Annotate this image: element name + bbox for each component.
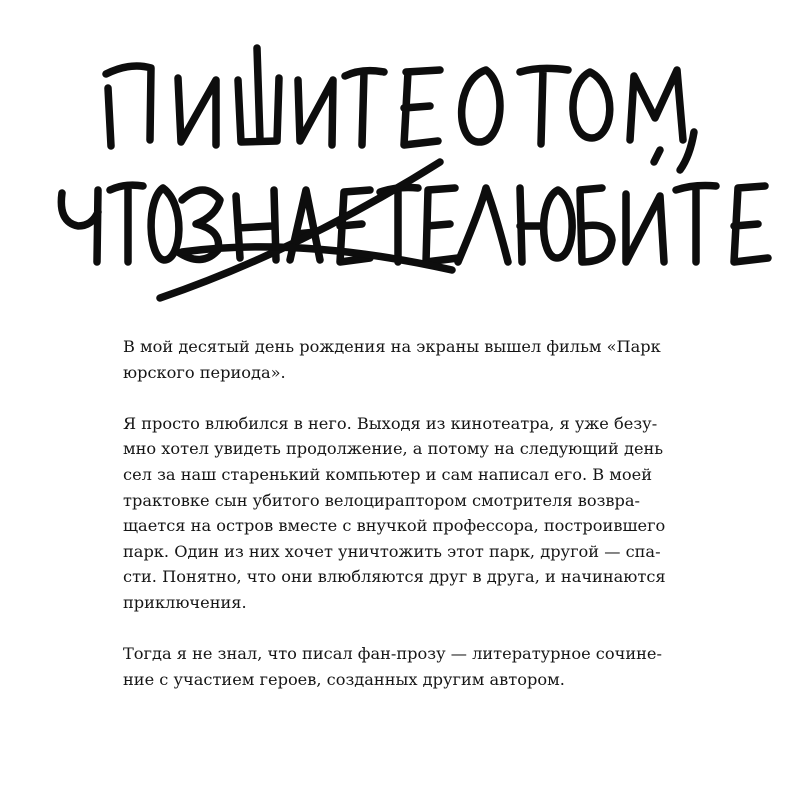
title-line-2 bbox=[61, 150, 768, 298]
paragraph-3 bbox=[123, 641, 662, 692]
text-line: приключения. bbox=[123, 592, 247, 612]
paragraph-1 bbox=[123, 334, 661, 385]
struck-word bbox=[160, 162, 458, 298]
paragraph-2 bbox=[123, 411, 666, 616]
text-line: сти. Понятно, что они влюбляются друг в друга, и начинаются bbox=[123, 567, 666, 587]
article-body bbox=[123, 334, 666, 718]
text-line: трактовке сын убитого велоцираптором смотрителя возвра- bbox=[123, 490, 640, 510]
text-line: парк. Один из них хочет уничтожить этот парк, другой — спа- bbox=[123, 541, 661, 561]
text-line: Я просто влюбился в него. Выходя из кинотеатра, я уже безу- bbox=[123, 413, 658, 433]
text-line: ние с участием героев, созданных другим автором. bbox=[123, 669, 565, 689]
title-line-1 bbox=[106, 48, 694, 170]
text-line: В мой десятый день рождения на экраны вышел фильм «Парк bbox=[123, 337, 661, 356]
text-line: Тогда я не знал, что писал фан-прозу — литературное сочине- bbox=[123, 644, 662, 664]
text-line: сел за наш старенький компьютер и сам написал его. В моей bbox=[123, 464, 652, 484]
text-line: щается на остров вместе с внучкой профессора, построившего bbox=[123, 516, 666, 536]
handwritten-title bbox=[0, 0, 797, 310]
text-line: юрского периода». bbox=[123, 362, 286, 382]
text-line: мно хотел увидеть продолжение, а потому на следующий день bbox=[123, 439, 664, 459]
